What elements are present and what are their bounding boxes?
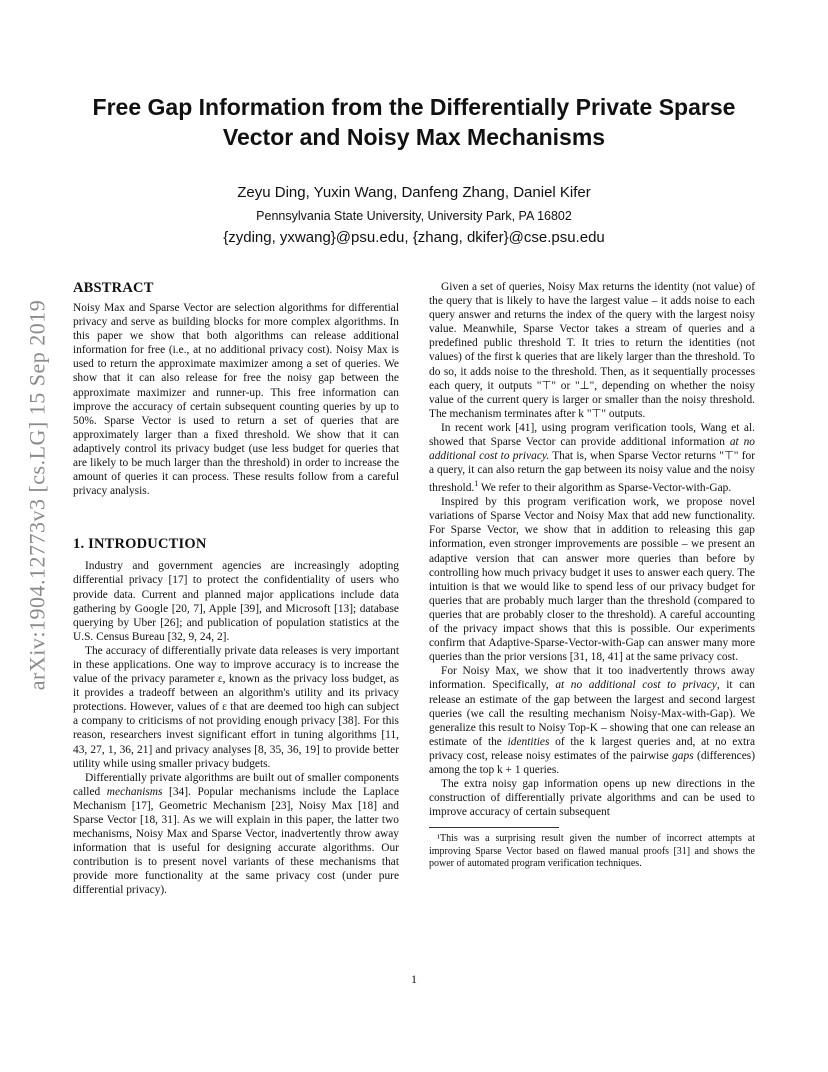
paper-title: Free Gap Information from the Differentially Private Sparse Vector and Noisy Max Mechanisms: [92, 94, 736, 150]
right-paragraph-3: Inspired by this program verification work, we propose novel variations of Sparse Vector and Noisy Max that add new functionality. For Sparse Vector, we show that in addition to releasing this gap information, even stronger improvements are possible – we present an adaptive version that can answer more queries than before by controlling how much privacy budget it uses to answer each query. The intuition is that we would like to spend less of our privacy budget for queries that are probably much larger than the threshold (compared to queries that are probably closer to the threshold). A careful accounting of the privacy impact shows that this is possible. Our experiments confirm that Adaptive-Sparse-Vector-with-Gap can answer many more queries than the prior versions [31, 18, 41] at the same privacy cost.: [429, 496, 755, 664]
right-p2-emphasis: at no additional cost to privacy.: [429, 436, 755, 463]
paper-authors: Zeyu Ding, Yuxin Wang, Danfeng Zhang, Daniel Kifer: [237, 184, 591, 201]
right-p4-part-b: , it can release an estimate of the gap between the largest and second largest queries (we call the resulting mechanism Noisy-Max-with-Gap). We generalize this result to Noisy Top-K – showing that one can release an estimate of the: [429, 679, 756, 748]
intro-paragraph-3: [73, 771, 399, 898]
right-p4-part-c: of the k largest queries and, at no extra privacy cost, release noisy estimates of the pairwise: [429, 735, 755, 762]
left-column: [73, 280, 399, 898]
right-p2-part-c: We refer to their algorithm as Sparse-Vector-with-Gap.: [478, 482, 732, 495]
right-p4-emphasis-3: gaps: [672, 749, 694, 762]
right-p2-part-a: In recent work [41], using program verification tools, Wang et al. showed that Sparse Vector can provide additional information: [429, 421, 755, 449]
footnote-1: ¹This was a surprising result given the number of incorrect attempts at improving Sparse Vector based on flawed manual proofs [31] and shows the power of automated program verification techniques.: [429, 833, 755, 869]
arxiv-stamp-text: arXiv:1904.12773v3 [cs.LG] 15 Sep 2019: [24, 299, 50, 691]
right-p4-emphasis-2: identities: [507, 735, 550, 748]
right-p4-emphasis-1: at no additional cost to privacy: [555, 679, 717, 692]
right-p4-part-d: (differences) among the top k + 1 queries.: [429, 749, 755, 776]
abstract-text: Noisy Max and Sparse Vector are selection algorithms for differential privacy and serve as building blocks for more complex algorithms. In this paper we show that both algorithms can release additional information for free (i.e., at no additional privacy cost). Noisy Max is used to return the approximate maximizer among a set of queries. We show that it can also release for free the noisy gap between the approximate maximizer and runner-up. This free information can improve the accuracy of certain subsequent counting queries by up to 50%. Sparse Vector is used to return a set of queries that are approximately larger than a fixed threshold. We show that it can adaptively control its privacy budget (use less budget for queries that are likely to be much larger than the threshold) in order to increase the amount of queries it can process. These results follow from a careful privacy analysis.: [73, 302, 399, 498]
intro-paragraph-1: Industry and government agencies are increasingly adopting differential privacy [17] to protect the confidentiality of users who provide data. Current and planned major applications include data gathering by Google [20, 7], Apple [39], and Microsoft [13]; database querying by Uber [26]; and publication of population statistics at the U.S. Census Bureau [32, 9, 24, 2].: [73, 560, 399, 643]
right-paragraph-5: The extra noisy gap information opens up new directions in the construction of differentially private algorithms and can be used to improve accuracy of certain subsequent: [429, 778, 755, 819]
right-paragraph-1: Given a set of queries, Noisy Max returns the identity (not value) of the query that is likely to have the largest value – it adds noise to each query answer and returns the index of the query with the largest noisy value. Meanwhile, Sparse Vector takes a stream of queries and a predefined public threshold T. It tries to return the identities (not values) of the first k queries that are likely larger than the threshold. To do so, it adds noise to the threshold. Then, as it sequentially processes each query, it outputs "⊤" or "⊥", depending on whether the noisy value of the current query is larger or smaller than the noisy threshold. The mechanism terminates after k "⊤" outputs.: [429, 281, 755, 420]
paper-affiliation: Pennsylvania State University, University Park, PA 16802: [256, 209, 572, 223]
right-p2-part-b: That is, when Sparse Vector returns "⊤" for a query, it can also return the gap between its noisy value and the noisy threshold.: [429, 450, 755, 495]
right-paragraph-2: [429, 421, 755, 495]
footnote-rule: [429, 827, 559, 828]
intro-paragraph-2: The accuracy of differentially private data releases is very important in these applications. One way to improve accuracy is to increase the value of the privacy parameter ε, known as the privacy loss budget, as it provides a tradeoff between an algorithm's utility and its privacy protections. However, values of ε that are deemed too high can subject a company to criticisms of not providing enough privacy [38]. For this reason, researchers invest significant effort in tuning algorithms [11, 43, 27, 1, 36, 21] and privacy analyses [8, 35, 36, 19] to provide better utility while using smaller privacy budgets.: [73, 644, 399, 770]
right-column: [429, 280, 755, 870]
right-paragraph-4: [429, 664, 755, 777]
page-number: 1: [411, 972, 417, 986]
arxiv-stamp: [22, 285, 52, 705]
abstract-heading: ABSTRACT: [73, 280, 154, 296]
intro-p3-part-b: [34]. Popular mechanisms include the Laplace Mechanism [17], Geometric Mechanism [23], Noisy Max [18] and Sparse Vector [18, 31]. As we will explain in this paper, the latter two mechanisms, Noisy Max and Sparse Vector, inadvertently throw away information that is useful for designing accurate algorithms. Our contribution is to present novel variants of these mechanisms that provide more functionality at the same privacy cost (under pure differential privacy).: [73, 785, 399, 897]
footnote-marker[interactable]: 1: [474, 479, 479, 489]
intro-p3-part-a: Differentially private algorithms are built out of smaller components called: [73, 771, 399, 798]
intro-p3-emphasis: mechanisms: [106, 785, 163, 798]
right-p4-part-a: For Noisy Max, we show that it too inadvertently throws away information. Specifically,: [429, 665, 755, 692]
paper-emails: {zyding, yxwang}@psu.edu, {zhang, dkifer}@cse.psu.edu: [223, 229, 605, 246]
intro-heading: 1. INTRODUCTION: [73, 536, 207, 553]
